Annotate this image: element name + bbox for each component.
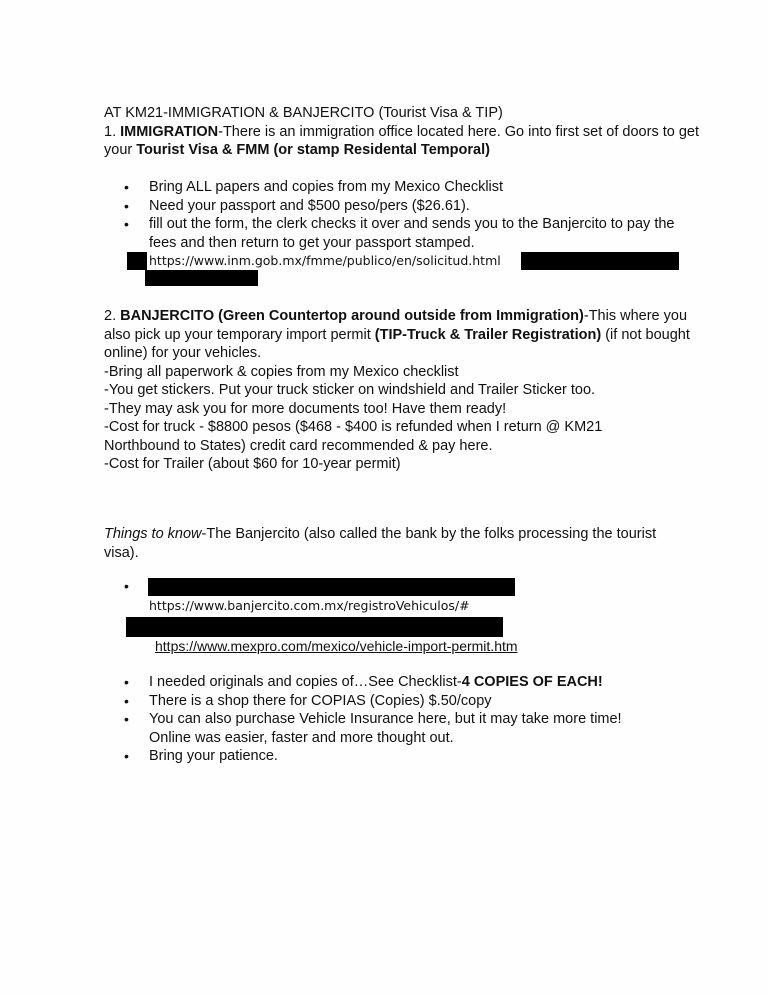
banjercito-line: -Cost for Trailer (about $60 for 10-year permit) bbox=[104, 456, 401, 472]
redaction-bar bbox=[148, 578, 515, 596]
section-heading: AT KM21-IMMIGRATION & BANJERCITO (Tourist Visa & TIP) bbox=[104, 105, 503, 121]
immigration-title: IMMIGRATION bbox=[120, 123, 219, 140]
immigration-text: -There is an immigration office located here. Go into first set of doors to get your bbox=[104, 123, 700, 158]
list-item: • Bring your patience. bbox=[104, 747, 704, 766]
immigration-section bbox=[104, 104, 704, 160]
list-item: • Bring ALL papers and copies from my Mexico Checklist bbox=[104, 178, 704, 197]
banjercito-text1: -This where you also pick up your temporary import permit bbox=[104, 308, 688, 343]
banjercito-paragraph bbox=[104, 307, 694, 363]
redaction-bar bbox=[521, 252, 679, 270]
copies-text: I needed originals and copies of…See Checklist- bbox=[149, 674, 462, 690]
mexpro-url[interactable]: https://www.mexpro.com/mexico/vehicle-import-permit.htm bbox=[155, 638, 518, 654]
redaction-bar bbox=[126, 617, 503, 637]
immigration-number: 1. bbox=[104, 123, 117, 140]
banjercito-line: -You get stickers. Put your truck sticker on windshield and Trailer Sticker too. bbox=[104, 382, 596, 398]
things-to-know-paragraph bbox=[104, 525, 694, 562]
copies-bold: 4 COPIES OF EACH! bbox=[461, 674, 603, 690]
things-text: -The Banjercito (also called the bank by the folks processing the tourist visa). bbox=[104, 526, 657, 561]
banjercito-line: -Bring all paperwork & copies from my Mexico checklist bbox=[104, 363, 459, 380]
banjercito-title: BANJERCITO (Green Countertop around outside from Immigration) bbox=[120, 308, 584, 324]
redaction-bar bbox=[127, 252, 147, 270]
list-item: • fill out the form, the clerk checks it over and sends you to the Banjercito to pay the fees and then return to get your passport stamped. bbox=[104, 215, 704, 252]
bullet-icon: • bbox=[124, 578, 129, 594]
immigration-bold-tail: Tourist Visa & FMM (or stamp Residental Temporal) bbox=[136, 142, 490, 158]
immigration-paragraph bbox=[104, 123, 704, 160]
banjercito-section bbox=[104, 307, 694, 474]
list-item: • Need your passport and $500 peso/pers ($26.61). bbox=[104, 197, 704, 216]
banjercito-text2: (if not bought online) for your vehicles. bbox=[104, 326, 690, 361]
banjercito-line: -They may ask you for more documents too! Have them ready! bbox=[104, 400, 507, 417]
banjercito-url[interactable]: https://www.banjercito.com.mx/registroVehiculos/# bbox=[149, 598, 470, 613]
immigration-url[interactable]: https://www.inm.gob.mx/fmme/publico/en/solicitud.html bbox=[149, 253, 501, 268]
list-item: • You can also purchase Vehicle Insurance here, but it may take more time! Online was easier, faster and more thought out. bbox=[104, 710, 654, 747]
banjercito-bold-mid: (TIP-Truck & Trailer Registration) bbox=[374, 326, 602, 343]
list-item bbox=[104, 673, 704, 692]
immigration-bullet-list bbox=[104, 178, 704, 252]
redaction-bar bbox=[145, 270, 258, 286]
things-label: Things to know bbox=[104, 526, 202, 542]
things-bullet-list bbox=[104, 673, 704, 766]
banjercito-line: -Cost for truck - $8800 pesos ($468 - $400 is refunded when I return @ KM21 Northbound to States) credit card recommended & pay here. bbox=[104, 419, 603, 454]
list-item: • There is a shop there for COPIAS (Copies) $.50/copy bbox=[104, 692, 704, 711]
banjercito-number: 2. bbox=[104, 308, 117, 324]
